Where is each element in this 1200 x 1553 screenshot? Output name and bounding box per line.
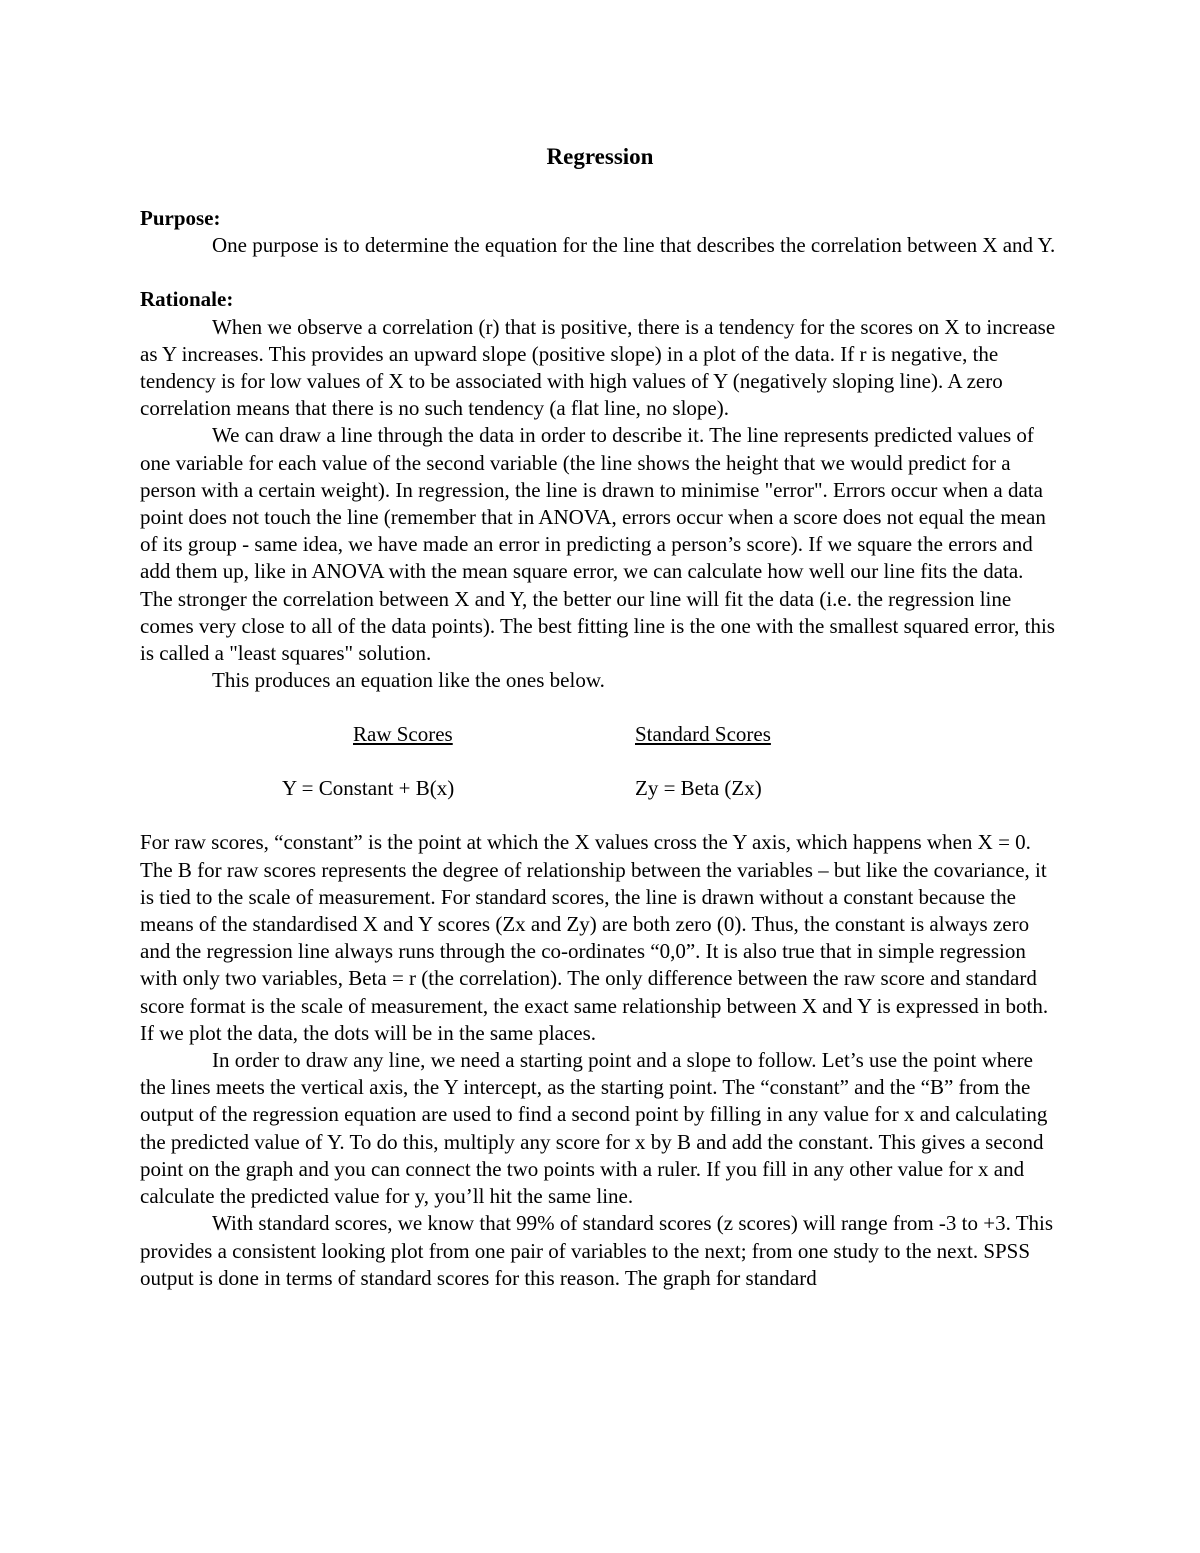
raw-score-equation: Y = Constant + B(x)	[282, 776, 455, 801]
standard-scores-heading: Standard Scores	[635, 722, 771, 747]
body-paragraph-2: In order to draw any line, we need a starting point and a slope to follow. Let’s use the point where the lines meets the vertical axis, the Y intercept, as the starting point. The “constant” and the “B” from the output of the regression equation are used to find a second point by filling in any value for x and calculating the predicted value of Y. To do this, multiply any score for x by B and add the constant. This gives a second point on the graph and you can connect the two points with a ruler. If you fill in any other value for x and calculate the predicted value for y, you’ll hit the same line.	[140, 1048, 1048, 1209]
body-paragraph-1: For raw scores, “constant” is the point at which the X values cross the Y axis, which happens when X = 0. The B for raw scores represents the degree of relationship between the variables – but like the covariance, it is tied to the scale of measurement. For standard scores, the line is drawn without a constant because the means of the standardised X and Y scores (Zx and Zy) are both zero (0). Thus, the constant is always zero and the regression line always runs through the co-ordinates “0,0”. It is also true that in simple regression with only two variables, Beta = r (the correlation). The only difference between the raw score and standard score format is the scale of measurement, the exact same relationship between X and Y is expressed in both. If we plot the data, the dots will be in the same places.	[140, 830, 1049, 1045]
rationale-paragraph-3: This produces an equation like the ones below.	[212, 668, 605, 693]
equation-headings-row	[140, 721, 1060, 748]
document-page	[140, 140, 1060, 1292]
rationale-paragraph-2: We can draw a line through the data in order to describe it. The line represents predicted values of one variable for each value of the second variable (the line shows the height that we would predict for a person with a certain weight). In regression, the line is drawn to minimise "error". Errors occur when a data point does not touch the line (remember that in ANOVA, errors occur when a score does not equal the mean of its group - same idea, we have made an error in predicting a person’s score). If we square the errors and add them up, like in ANOVA with the mean square error, we can calculate how well our line fits the data. The stronger the correlation between X and Y, the better our line will fit the data (i.e. the regression line comes very close to all of the data points). The best fitting line is the one with the smallest squared error, this is called a "least squares" solution.	[140, 423, 1055, 666]
equations-row	[140, 775, 1060, 802]
raw-scores-heading: Raw Scores	[353, 722, 453, 747]
spacer	[140, 802, 1060, 829]
spacer	[140, 748, 1060, 775]
rationale-heading: Rationale:	[140, 287, 234, 312]
purpose-heading: Purpose:	[140, 206, 221, 230]
purpose-text: One purpose is to determine the equation for the line that describes the correlation between X and Y.	[212, 233, 1056, 258]
spacer	[140, 259, 1060, 286]
standard-score-equation: Zy = Beta (Zx)	[635, 776, 762, 801]
rationale-paragraph-1: When we observe a correlation (r) that is positive, there is a tendency for the scores on X to increase as Y increases. This provides an upward slope (positive slope) in a plot of the data. If r is negative, the tendency is for low values of X to be associated with high values of Y (negatively sloping line). A zero correlation means that there is no such tendency (a flat line, no slope).	[140, 314, 1056, 421]
body-paragraph-3: With standard scores, we know that 99% of standard scores (z scores) will range from -3 to +3. This provides a consistent looking plot from one pair of variables to the next; from one study to the next. SPSS output is done in terms of standard scores for this reason. The graph for standard	[140, 1211, 1054, 1290]
spacer	[140, 694, 1060, 721]
document-title: Regression	[546, 144, 654, 169]
